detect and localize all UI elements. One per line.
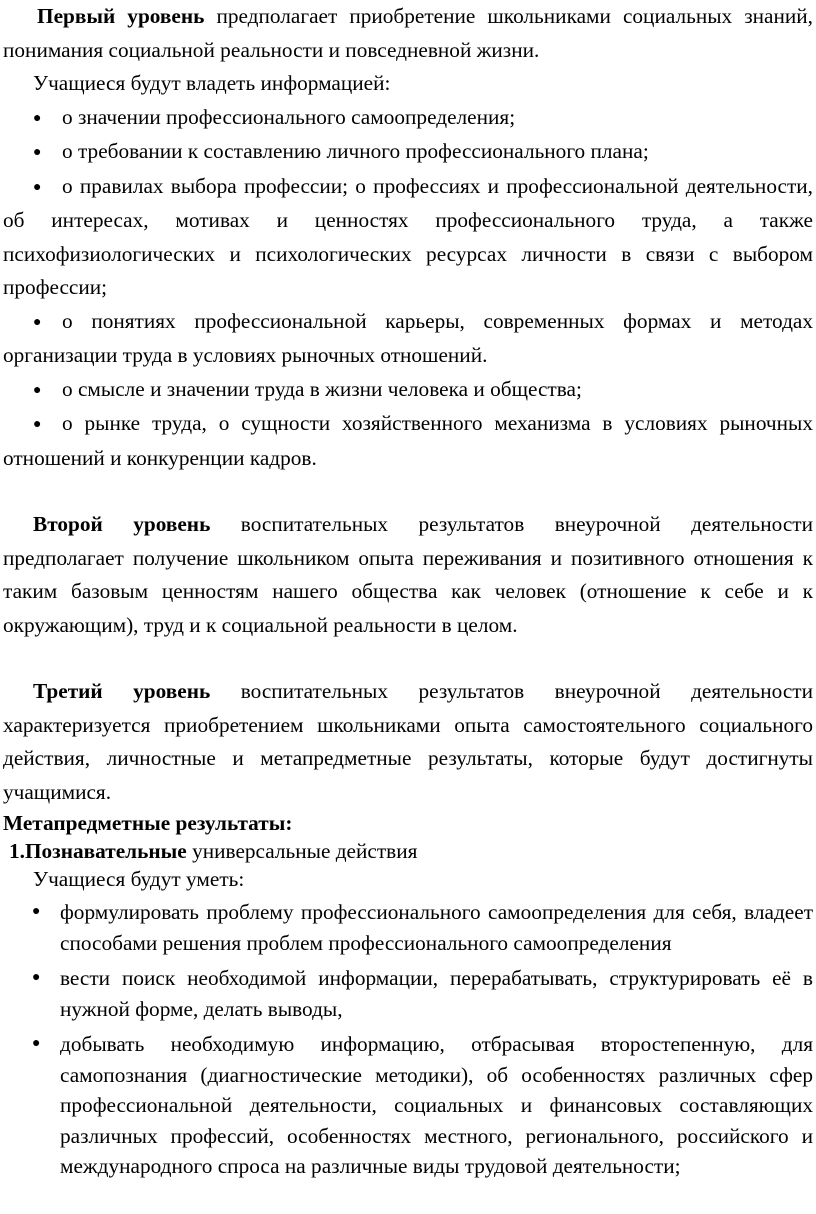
bullet-icon: ●	[32, 1036, 41, 1051]
level3-paragraph	[3, 675, 813, 809]
level3-title: Третий уровень	[33, 679, 211, 703]
list-item: ● о требовании к составлению личного профессионального плана;	[3, 135, 813, 170]
list-item: ● вести поиск необходимой информации, перерабатывать, структурировать её в нужной форме, делать выводы,	[60, 963, 813, 1024]
bullet-icon: ●	[33, 314, 42, 330]
spacer	[3, 475, 813, 508]
bullet-icon: ●	[33, 382, 42, 398]
level1-intro: Учащиеся будут владеть информацией:	[33, 71, 391, 95]
spacer	[3, 642, 813, 675]
level1-text: предполагает приобретение школьниками социальных знаний, понимания социальной реальности и повседневной жизни.	[3, 4, 813, 62]
list-item: ● о рынке труда, о сущности хозяйственного механизма в условиях рыночных отношений и конкуренции кадров.	[3, 407, 813, 475]
level2-title: Второй уровень	[33, 512, 211, 536]
list-item: ● формулировать проблему профессионального самоопределения для себя, владеет способами решения проблем профессионального самоопределения	[60, 897, 813, 958]
meta-heading: Метапредметные результаты:	[3, 811, 293, 835]
cognitive-list	[3, 897, 813, 1182]
cognitive-heading	[3, 837, 813, 865]
bullet-icon: ●	[33, 145, 42, 160]
bullet-icon: ●	[32, 970, 41, 985]
list-item: ● о правилах выбора профессии; о профессиях и профессиональной деятельности, об интересах, мотивах и ценностях профессионального труда, а также психофизиологических и психологических ресурсах личности в связи с выбором профессии;	[3, 170, 813, 305]
list-item: ● о смысле и значении труда в жизни человека и общества;	[3, 373, 813, 408]
bullet-icon: ●	[33, 179, 42, 195]
level1-paragraph	[3, 0, 813, 67]
cognitive-intro: Учащиеся будут уметь:	[33, 867, 245, 891]
level2-text: воспитательных результатов внеурочной деятельности предполагает получение школьником опыта переживания и позитивного отношения к таким базовым ценностям нашего общества как человек (отношение к себе и к окружающим), труд и к социальной реальности в целом.	[3, 512, 813, 637]
level3-text: воспитательных результатов внеурочной деятельности характеризуется приобретением школьниками опыта самостоятельного социального действия, личностные и метапредметные результаты, которые будут достигнуты учащимися.	[3, 679, 813, 804]
cognitive-text: универсальные действия	[186, 839, 418, 863]
bullet-icon: ●	[33, 417, 42, 432]
cognitive-title: 1.Познавательные	[9, 839, 187, 863]
level2-paragraph	[3, 508, 813, 642]
list-item: ● о понятиях профессиональной карьеры, современных формах и методах организации труда в условиях рыночных отношений.	[3, 305, 813, 373]
list-item: ● добывать необходимую информацию, отбрасывая второстепенную, для самопознания (диагностические методики), об особенностях различных сфер профессиональной деятельности, социальных и финансовых составляющих различных профессий, особенностях местного, регионального, российского и международного спроса на различные виды трудовой деятельности;	[60, 1029, 813, 1182]
list-item: ● о значении профессионального самоопределения;	[3, 101, 813, 136]
level1-title: Первый уровень	[37, 4, 205, 28]
bullet-icon: ●	[32, 904, 41, 919]
bullet-icon: ●	[33, 110, 42, 126]
level1-list	[3, 101, 813, 476]
